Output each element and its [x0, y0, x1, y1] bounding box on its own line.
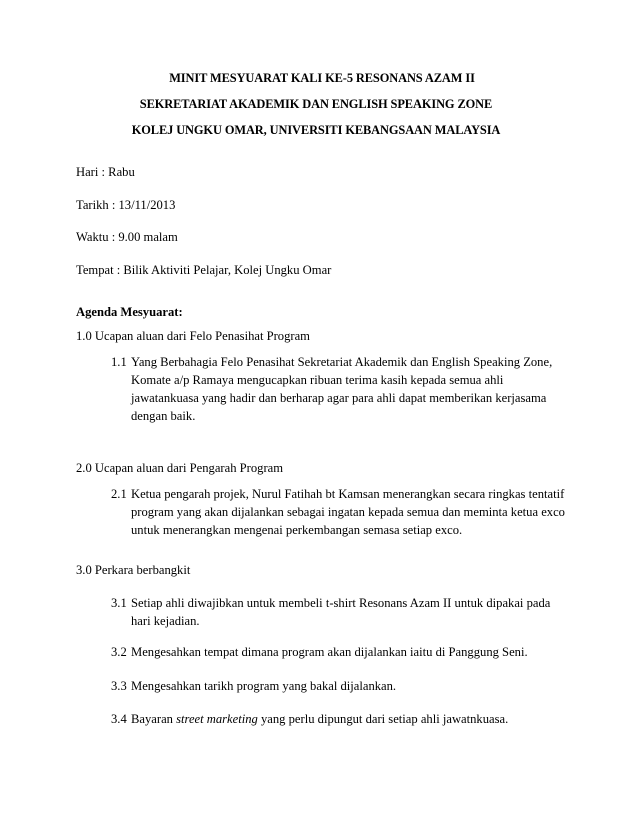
item-number: 3.1: [111, 596, 127, 610]
item-line: Yang Berbahagia Felo Penasihat Sekretariat Akademik dan English Speaking Zone,: [131, 355, 553, 369]
item-number: 2.1: [111, 487, 127, 501]
item-number: 3.2: [111, 645, 127, 659]
item-line: Mengesahkan tarikh program yang bakal dijalankan.: [131, 679, 397, 693]
agenda-item-1-1: [111, 353, 581, 425]
item-number: 3.4: [111, 712, 127, 726]
agenda-item-3-1: [111, 594, 581, 630]
agenda-item-3-2: [111, 643, 581, 661]
agenda-heading: Agenda Mesyuarat:: [76, 305, 183, 319]
section-title-3: 3.0 Perkara berbangkit: [76, 563, 191, 577]
item-line: Ketua pengarah projek, Nurul Fatihah bt Kamsan menerangkan secara ringkas tentatif: [131, 487, 565, 501]
item-line: Setiap ahli diwajibkan untuk membeli t-shirt Resonans Azam II untuk dipakai pada: [131, 596, 551, 610]
item-text-before: Bayaran: [131, 712, 177, 726]
agenda-item-3-4: [111, 710, 581, 728]
item-line: Komate a/p Ramaya mengucapkan ribuan terima kasih kepada semua ahli: [131, 373, 504, 387]
title-line-3: KOLEJ UNGKU OMAR, UNIVERSITI KEBANGSAAN MALAYSIA: [131, 123, 501, 137]
item-line: program yang akan dijalankan sebagai ingatan kepada semua dan meminta ketua exco: [131, 505, 565, 519]
item-line: dengan baik.: [131, 409, 196, 423]
item-line: jawatankuasa yang hadir dan berharap agar para ahli dapat memberikan kerjasama: [131, 391, 547, 405]
title-line-1: MINIT MESYUARAT KALI KE-5 RESONANS AZAM II: [169, 71, 475, 85]
title-line-2: SEKRETARIAT AKADEMIK DAN ENGLISH SPEAKING ZONE: [139, 97, 493, 111]
document-title-block: [0, 69, 638, 147]
item-number: 3.3: [111, 679, 127, 693]
item-line: untuk menerangkan mengenai perkembangan semasa setiap exco.: [131, 523, 463, 537]
section-title-1: 1.0 Ucapan aluan dari Felo Penasihat Program: [76, 329, 310, 343]
meeting-time: Waktu : 9.00 malam: [76, 230, 178, 244]
item-line: hari kejadian.: [131, 614, 200, 628]
item-text-emphasis: street marketing: [176, 712, 258, 726]
meeting-venue: Tempat : Bilik Aktiviti Pelajar, Kolej Ungku Omar: [76, 263, 332, 277]
item-line: Mengesahkan tempat dimana program akan dijalankan iaitu di Panggung Seni.: [131, 645, 528, 659]
item-number: 1.1: [111, 355, 127, 369]
section-title-2: 2.0 Ucapan aluan dari Pengarah Program: [76, 461, 284, 475]
item-text-after: yang perlu dipungut dari setiap ahli jawatnkuasa.: [257, 712, 509, 726]
meeting-day: Hari : Rabu: [76, 165, 135, 179]
agenda-item-3-3: [111, 677, 581, 695]
meeting-date: Tarikh : 13/11/2013: [76, 198, 176, 212]
agenda-item-2-1: [111, 485, 581, 539]
